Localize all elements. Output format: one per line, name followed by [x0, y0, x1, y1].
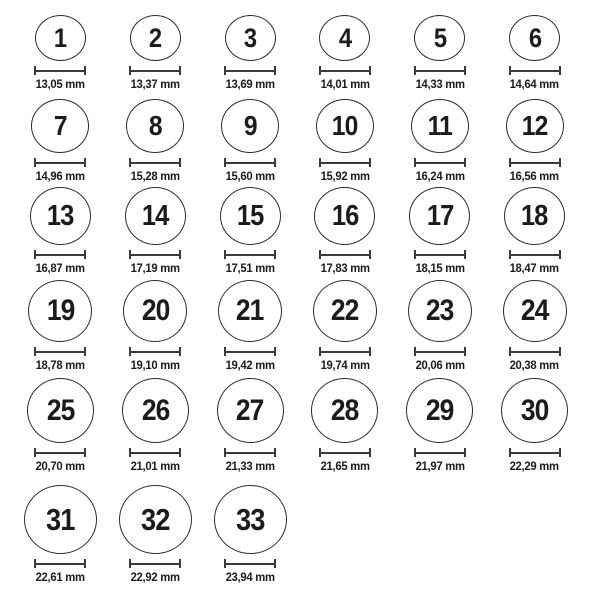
diameter-ruler — [34, 347, 86, 356]
ring-size-number: 2 — [149, 22, 162, 53]
ruler-line — [510, 162, 560, 164]
ring-size-number: 25 — [46, 393, 75, 427]
diameter-label: 18,15 mm — [415, 261, 465, 275]
ring-size-number: 15 — [236, 199, 264, 232]
ruler-line — [130, 563, 180, 565]
ring-size-cell — [392, 277, 487, 374]
ruler-tick-right-icon — [274, 559, 276, 568]
ruler-tick-right-icon — [179, 158, 181, 167]
ring-size-number: 20 — [141, 294, 170, 327]
ring-size-cell — [487, 277, 582, 374]
ruler-line — [510, 254, 560, 256]
ring-circle — [506, 99, 564, 153]
ring-circle — [220, 187, 281, 245]
ruler-line — [415, 254, 465, 256]
ruler-line — [510, 452, 560, 454]
ring-size-number: 11 — [427, 110, 452, 141]
diameter-ruler — [34, 448, 86, 457]
ring-circle — [119, 485, 192, 554]
ring-size-cell — [487, 374, 582, 475]
diameter-label: 14,64 mm — [509, 77, 560, 91]
ring-size-cell — [392, 0, 487, 93]
ring-circle — [319, 15, 370, 61]
diameter-label: 22,92 mm — [130, 570, 180, 584]
ring-size-cell — [13, 185, 108, 277]
ring-size-number: 23 — [425, 294, 454, 327]
ring-size-cell — [203, 93, 298, 185]
diameter-ruler — [224, 158, 276, 167]
ring-circle — [31, 99, 89, 153]
diameter-ruler — [509, 448, 561, 457]
ring-size-cell — [13, 374, 108, 475]
ruler-tick-right-icon — [274, 158, 276, 167]
ring-circle — [316, 99, 374, 153]
diameter-ruler — [509, 250, 561, 259]
ruler-line — [130, 452, 180, 454]
ring-circle — [503, 280, 567, 342]
ring-size-cell — [392, 93, 487, 185]
ring-size-number: 7 — [53, 110, 67, 141]
ring-size-cell — [487, 185, 582, 277]
ring-size-number: 14 — [141, 199, 169, 232]
ruler-tick-right-icon — [464, 250, 466, 259]
diameter-label: 16,56 mm — [509, 169, 560, 183]
ring-size-number: 6 — [528, 22, 541, 53]
diameter-ruler — [34, 66, 86, 75]
ruler-line — [225, 452, 275, 454]
ring-circle — [24, 485, 97, 554]
diameter-ruler — [129, 448, 181, 457]
ring-circle — [311, 378, 378, 443]
diameter-label: 20,70 mm — [35, 459, 85, 473]
ring-circle — [218, 280, 282, 342]
ruler-tick-right-icon — [369, 66, 371, 75]
ring-size-number: 27 — [236, 393, 264, 427]
ring-circle — [501, 378, 568, 443]
ring-size-cell — [108, 374, 203, 475]
ruler-tick-right-icon — [559, 347, 561, 356]
ring-size-cell — [298, 374, 393, 475]
diameter-label: 21,33 mm — [225, 459, 275, 473]
diameter-ruler — [129, 66, 181, 75]
diameter-label: 17,83 mm — [320, 261, 370, 275]
ruler-line — [415, 70, 465, 72]
ring-size-cell — [108, 0, 203, 93]
ruler-line — [225, 70, 275, 72]
diameter-ruler — [224, 66, 276, 75]
diameter-label: 22,29 mm — [509, 459, 560, 473]
diameter-ruler — [414, 347, 466, 356]
ring-circle — [313, 280, 377, 342]
ruler-tick-right-icon — [179, 559, 181, 568]
ring-size-number: 22 — [331, 294, 359, 327]
ruler-tick-right-icon — [84, 250, 86, 259]
ruler-line — [35, 162, 85, 164]
ruler-tick-right-icon — [559, 448, 561, 457]
ring-size-cell — [13, 277, 108, 374]
diameter-ruler — [319, 66, 371, 75]
diameter-ruler — [509, 66, 561, 75]
ring-size-number: 32 — [140, 502, 170, 537]
diameter-label: 23,94 mm — [225, 570, 275, 584]
diameter-label: 13,05 mm — [35, 77, 85, 91]
diameter-label: 13,69 mm — [225, 77, 275, 91]
ring-size-number: 1 — [54, 22, 67, 53]
diameter-ruler — [129, 250, 181, 259]
diameter-ruler — [319, 347, 371, 356]
ruler-tick-right-icon — [464, 66, 466, 75]
ring-size-cell — [203, 185, 298, 277]
ring-size-cell — [487, 0, 582, 93]
ring-circle — [122, 378, 189, 443]
ruler-line — [130, 162, 180, 164]
ring-size-cell — [203, 0, 298, 93]
ring-size-number: 28 — [331, 393, 359, 427]
ring-size-cell — [13, 93, 108, 185]
ring-size-cell — [298, 0, 393, 93]
ring-size-cell — [298, 185, 393, 277]
ruler-tick-right-icon — [274, 66, 276, 75]
diameter-label: 19,74 mm — [320, 358, 370, 372]
ruler-tick-right-icon — [84, 448, 86, 457]
ring-size-number: 33 — [235, 502, 265, 537]
ruler-tick-right-icon — [179, 250, 181, 259]
ring-circle — [411, 99, 469, 153]
ruler-tick-right-icon — [559, 158, 561, 167]
ruler-tick-right-icon — [179, 347, 181, 356]
ring-size-cell — [13, 475, 108, 586]
diameter-ruler — [129, 347, 181, 356]
ring-circle — [406, 378, 473, 443]
ring-size-number: 5 — [433, 22, 446, 53]
ring-size-cell — [108, 185, 203, 277]
ruler-line — [320, 162, 370, 164]
ruler-line — [320, 351, 370, 353]
diameter-ruler — [509, 347, 561, 356]
ruler-tick-right-icon — [179, 448, 181, 457]
diameter-ruler — [34, 559, 86, 568]
ruler-tick-right-icon — [274, 347, 276, 356]
ring-circle — [225, 15, 276, 61]
ring-size-number: 3 — [243, 22, 257, 53]
diameter-ruler — [319, 250, 371, 259]
ruler-tick-right-icon — [369, 158, 371, 167]
ring-size-number: 29 — [425, 393, 454, 427]
ring-size-number: 8 — [148, 110, 162, 141]
ring-circle — [217, 378, 284, 443]
diameter-ruler — [224, 559, 276, 568]
ring-size-number: 17 — [426, 199, 454, 232]
ruler-tick-right-icon — [369, 347, 371, 356]
diameter-label: 15,92 mm — [320, 169, 370, 183]
ring-size-number: 9 — [243, 110, 257, 141]
ring-circle — [214, 485, 287, 554]
diameter-ruler — [224, 347, 276, 356]
ring-circle — [123, 280, 187, 342]
diameter-ruler — [414, 250, 466, 259]
diameter-label: 17,51 mm — [225, 261, 275, 275]
ruler-line — [35, 70, 85, 72]
ring-circle — [35, 15, 86, 61]
diameter-ruler — [414, 448, 466, 457]
diameter-label: 16,87 mm — [35, 261, 85, 275]
diameter-ruler — [319, 448, 371, 457]
diameter-label: 13,37 mm — [130, 77, 180, 91]
ring-size-cell — [13, 0, 108, 93]
ruler-tick-right-icon — [464, 448, 466, 457]
ring-circle — [130, 15, 181, 61]
ruler-tick-right-icon — [559, 66, 561, 75]
ring-size-number: 10 — [332, 110, 358, 141]
diameter-label: 18,78 mm — [35, 358, 85, 372]
diameter-ruler — [414, 66, 466, 75]
ring-circle — [28, 280, 92, 342]
ruler-tick-right-icon — [464, 347, 466, 356]
ring-circle — [125, 187, 186, 245]
diameter-label: 15,28 mm — [130, 169, 180, 183]
diameter-ruler — [34, 250, 86, 259]
diameter-label: 18,47 mm — [509, 261, 560, 275]
ruler-line — [320, 452, 370, 454]
ruler-line — [35, 254, 85, 256]
diameter-ruler — [129, 158, 181, 167]
ring-circle — [314, 187, 375, 245]
diameter-label: 14,01 mm — [320, 77, 370, 91]
diameter-label: 21,01 mm — [130, 459, 180, 473]
ring-circle — [221, 99, 279, 153]
ring-size-number: 16 — [331, 199, 359, 232]
ring-size-cell — [298, 277, 393, 374]
diameter-label: 14,96 mm — [35, 169, 85, 183]
ring-size-cell — [298, 93, 393, 185]
ruler-tick-right-icon — [84, 559, 86, 568]
ruler-line — [130, 351, 180, 353]
ring-circle — [509, 15, 560, 61]
diameter-label: 20,38 mm — [509, 358, 560, 372]
ring-size-number: 12 — [521, 110, 548, 141]
diameter-ruler — [224, 448, 276, 457]
ruler-tick-right-icon — [179, 66, 181, 75]
ruler-line — [415, 162, 465, 164]
diameter-label: 19,10 mm — [130, 358, 180, 372]
ring-size-cell — [392, 185, 487, 277]
ring-size-cell — [108, 277, 203, 374]
ruler-tick-right-icon — [369, 250, 371, 259]
ruler-line — [225, 351, 275, 353]
diameter-label: 21,65 mm — [320, 459, 370, 473]
ruler-tick-right-icon — [274, 448, 276, 457]
ring-size-cell — [203, 374, 298, 475]
ruler-line — [35, 351, 85, 353]
ruler-line — [35, 563, 85, 565]
ring-circle — [408, 280, 472, 342]
diameter-label: 21,97 mm — [415, 459, 465, 473]
ring-circle — [30, 187, 91, 245]
diameter-label: 20,06 mm — [415, 358, 465, 372]
ruler-line — [415, 452, 465, 454]
ring-size-number: 4 — [338, 22, 352, 53]
ruler-line — [225, 254, 275, 256]
diameter-label: 22,61 mm — [35, 570, 85, 584]
ruler-tick-right-icon — [84, 158, 86, 167]
ring-size-cell — [203, 277, 298, 374]
ruler-line — [225, 563, 275, 565]
ruler-line — [415, 351, 465, 353]
ruler-line — [130, 254, 180, 256]
ruler-tick-right-icon — [464, 158, 466, 167]
ring-size-number: 18 — [521, 199, 548, 232]
ruler-tick-right-icon — [369, 448, 371, 457]
ring-size-number: 26 — [141, 393, 170, 427]
ruler-tick-right-icon — [559, 250, 561, 259]
ring-circle — [414, 15, 465, 61]
ring-size-number: 21 — [236, 294, 264, 327]
ring-circle — [409, 187, 470, 245]
ruler-line — [320, 70, 370, 72]
ruler-line — [510, 351, 560, 353]
ring-size-number: 31 — [46, 502, 75, 537]
ring-size-cell — [108, 475, 203, 586]
ruler-tick-right-icon — [84, 66, 86, 75]
diameter-label: 14,33 mm — [415, 77, 465, 91]
diameter-ruler — [224, 250, 276, 259]
diameter-ruler — [509, 158, 561, 167]
ruler-line — [35, 452, 85, 454]
diameter-label: 15,60 mm — [225, 169, 275, 183]
ruler-tick-right-icon — [84, 347, 86, 356]
ring-size-cell — [487, 93, 582, 185]
ring-size-number: 19 — [46, 294, 75, 327]
ring-circle — [27, 378, 94, 443]
ruler-tick-right-icon — [274, 250, 276, 259]
diameter-label: 17,19 mm — [130, 261, 180, 275]
ring-size-number: 24 — [520, 294, 549, 327]
ring-circle — [126, 99, 184, 153]
ruler-line — [130, 70, 180, 72]
ring-size-cell — [392, 374, 487, 475]
diameter-label: 16,24 mm — [415, 169, 465, 183]
ring-size-number: 13 — [47, 199, 74, 232]
ring-size-cell — [203, 475, 298, 586]
diameter-ruler — [34, 158, 86, 167]
diameter-ruler — [414, 158, 466, 167]
ruler-line — [320, 254, 370, 256]
ring-size-number: 30 — [520, 393, 549, 427]
ruler-line — [510, 70, 560, 72]
diameter-ruler — [129, 559, 181, 568]
ring-circle — [504, 187, 565, 245]
ring-size-cell — [108, 93, 203, 185]
diameter-ruler — [319, 158, 371, 167]
ruler-line — [225, 162, 275, 164]
diameter-label: 19,42 mm — [225, 358, 275, 372]
